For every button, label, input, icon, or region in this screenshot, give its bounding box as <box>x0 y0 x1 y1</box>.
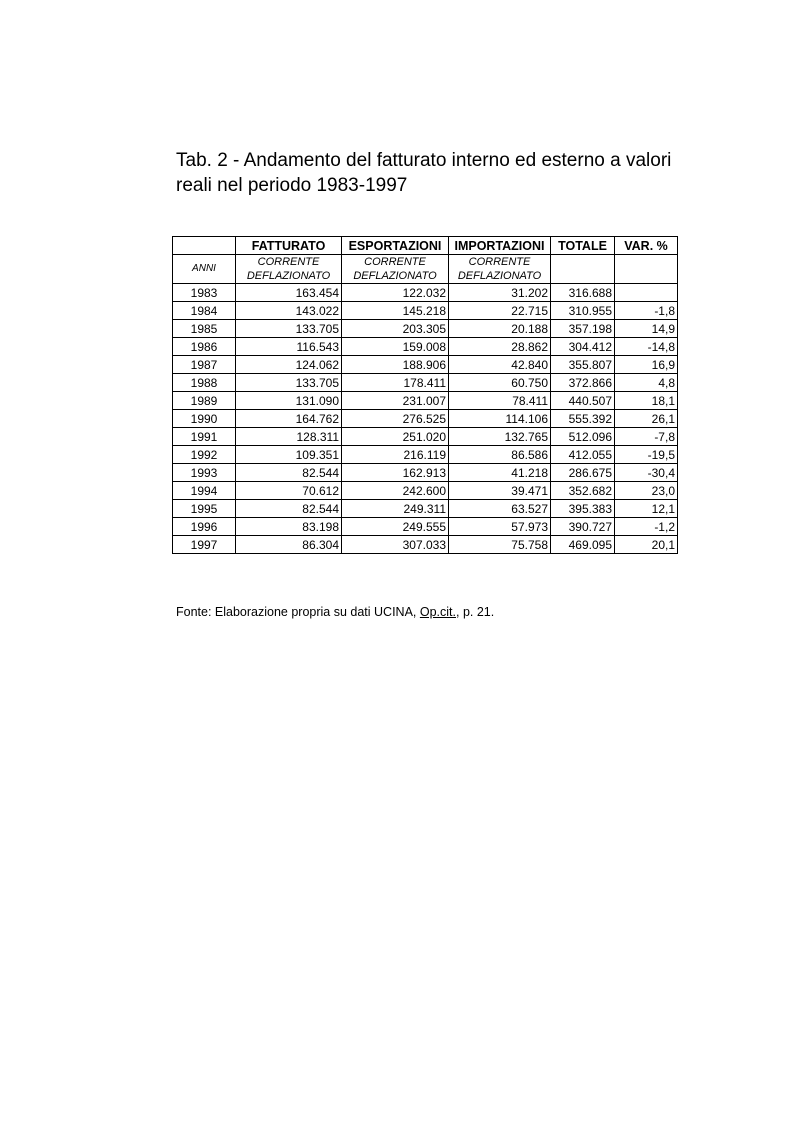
header-row <box>173 237 678 255</box>
table-row <box>173 356 678 374</box>
table-row <box>173 446 678 464</box>
cell-esportazioni: 159.008 <box>342 338 449 356</box>
cell-fatturato: 164.762 <box>236 410 342 428</box>
cell-fatturato: 82.544 <box>236 500 342 518</box>
cell-totale: 469.095 <box>551 536 615 554</box>
cell-var: -1,2 <box>615 518 678 536</box>
data-table <box>172 236 678 554</box>
header-year <box>173 237 236 255</box>
subheader-importazioni-1: CORRENTE <box>449 255 551 270</box>
table-title: Tab. 2 - Andamento del fatturato interno ed esterno a valori reali nel periodo 1983-1997 <box>176 150 672 196</box>
cell-year: 1992 <box>173 446 236 464</box>
cell-esportazioni: 249.311 <box>342 500 449 518</box>
cell-totale: 310.955 <box>551 302 615 320</box>
cell-year: 1984 <box>173 302 236 320</box>
cell-fatturato: 131.090 <box>236 392 342 410</box>
cell-fatturato: 133.705 <box>236 374 342 392</box>
subheader-fatturato-2: DEFLAZIONATO <box>236 269 342 284</box>
source-note <box>176 605 494 619</box>
cell-var: -19,5 <box>615 446 678 464</box>
subheader-row-1 <box>173 255 678 270</box>
cell-var: 16,9 <box>615 356 678 374</box>
table-row <box>173 392 678 410</box>
cell-year: 1990 <box>173 410 236 428</box>
subheader-totale-2 <box>551 269 615 284</box>
cell-year: 1987 <box>173 356 236 374</box>
table-row <box>173 482 678 500</box>
cell-totale: 372.866 <box>551 374 615 392</box>
cell-esportazioni: 122.032 <box>342 284 449 302</box>
cell-totale: 440.507 <box>551 392 615 410</box>
cell-var: -1,8 <box>615 302 678 320</box>
cell-fatturato: 133.705 <box>236 320 342 338</box>
cell-year: 1994 <box>173 482 236 500</box>
cell-importazioni: 42.840 <box>449 356 551 374</box>
table-row <box>173 500 678 518</box>
cell-year: 1985 <box>173 320 236 338</box>
cell-fatturato: 163.454 <box>236 284 342 302</box>
cell-importazioni: 20.188 <box>449 320 551 338</box>
cell-year: 1997 <box>173 536 236 554</box>
cell-year: 1996 <box>173 518 236 536</box>
cell-esportazioni: 203.305 <box>342 320 449 338</box>
cell-esportazioni: 251.020 <box>342 428 449 446</box>
cell-esportazioni: 188.906 <box>342 356 449 374</box>
cell-totale: 352.682 <box>551 482 615 500</box>
table-row <box>173 284 678 302</box>
cell-importazioni: 22.715 <box>449 302 551 320</box>
cell-fatturato: 116.543 <box>236 338 342 356</box>
cell-var: 4,8 <box>615 374 678 392</box>
cell-importazioni: 75.758 <box>449 536 551 554</box>
cell-totale: 512.096 <box>551 428 615 446</box>
cell-importazioni: 41.218 <box>449 464 551 482</box>
source-suffix: , p. 21. <box>456 605 495 619</box>
cell-esportazioni: 307.033 <box>342 536 449 554</box>
cell-var <box>615 284 678 302</box>
cell-importazioni: 63.527 <box>449 500 551 518</box>
source-prefix: Fonte: Elaborazione propria su dati UCINA, <box>176 605 420 619</box>
cell-year: 1991 <box>173 428 236 446</box>
cell-fatturato: 143.022 <box>236 302 342 320</box>
cell-totale: 390.727 <box>551 518 615 536</box>
cell-fatturato: 82.544 <box>236 464 342 482</box>
cell-esportazioni: 178.411 <box>342 374 449 392</box>
table-body <box>173 284 678 554</box>
table-row <box>173 320 678 338</box>
cell-fatturato: 128.311 <box>236 428 342 446</box>
header-totale: TOTALE <box>551 237 615 255</box>
cell-esportazioni: 231.007 <box>342 392 449 410</box>
cell-fatturato: 86.304 <box>236 536 342 554</box>
source-reference: Op.cit. <box>419 605 456 619</box>
subheader-var-1 <box>615 255 678 270</box>
cell-year: 1993 <box>173 464 236 482</box>
cell-esportazioni: 145.218 <box>342 302 449 320</box>
cell-year: 1995 <box>173 500 236 518</box>
cell-importazioni: 31.202 <box>449 284 551 302</box>
header-esportazioni: ESPORTAZIONI <box>342 237 449 255</box>
anni-label: ANNI <box>173 255 236 284</box>
cell-var: 14,9 <box>615 320 678 338</box>
cell-importazioni: 114.106 <box>449 410 551 428</box>
subheader-esportazioni-2: DEFLAZIONATO <box>342 269 449 284</box>
cell-importazioni: 86.586 <box>449 446 551 464</box>
cell-esportazioni: 162.913 <box>342 464 449 482</box>
subheader-importazioni-2: DEFLAZIONATO <box>449 269 551 284</box>
cell-fatturato: 124.062 <box>236 356 342 374</box>
cell-fatturato: 83.198 <box>236 518 342 536</box>
cell-totale: 286.675 <box>551 464 615 482</box>
cell-importazioni: 28.862 <box>449 338 551 356</box>
header-importazioni: IMPORTAZIONI <box>449 237 551 255</box>
cell-var: 18,1 <box>615 392 678 410</box>
cell-var: 20,1 <box>615 536 678 554</box>
cell-totale: 355.807 <box>551 356 615 374</box>
table-row <box>173 338 678 356</box>
cell-var: -14,8 <box>615 338 678 356</box>
cell-year: 1986 <box>173 338 236 356</box>
cell-esportazioni: 276.525 <box>342 410 449 428</box>
cell-importazioni: 132.765 <box>449 428 551 446</box>
cell-importazioni: 78.411 <box>449 392 551 410</box>
cell-year: 1983 <box>173 284 236 302</box>
table-row <box>173 536 678 554</box>
table-row <box>173 464 678 482</box>
cell-fatturato: 109.351 <box>236 446 342 464</box>
table-row <box>173 518 678 536</box>
table-row <box>173 302 678 320</box>
subheader-esportazioni-1: CORRENTE <box>342 255 449 270</box>
cell-totale: 412.055 <box>551 446 615 464</box>
cell-esportazioni: 242.600 <box>342 482 449 500</box>
table-row <box>173 374 678 392</box>
cell-var: -7,8 <box>615 428 678 446</box>
cell-totale: 555.392 <box>551 410 615 428</box>
cell-var: 26,1 <box>615 410 678 428</box>
cell-totale: 304.412 <box>551 338 615 356</box>
header-fatturato: FATTURATO <box>236 237 342 255</box>
cell-totale: 395.383 <box>551 500 615 518</box>
table-row <box>173 428 678 446</box>
cell-totale: 316.688 <box>551 284 615 302</box>
cell-year: 1988 <box>173 374 236 392</box>
table-row <box>173 410 678 428</box>
cell-var: 12,1 <box>615 500 678 518</box>
subheader-totale-1 <box>551 255 615 270</box>
cell-esportazioni: 249.555 <box>342 518 449 536</box>
cell-totale: 357.198 <box>551 320 615 338</box>
subheader-row-2 <box>173 269 678 284</box>
subheader-fatturato-1: CORRENTE <box>236 255 342 270</box>
cell-fatturato: 70.612 <box>236 482 342 500</box>
cell-esportazioni: 216.119 <box>342 446 449 464</box>
cell-importazioni: 60.750 <box>449 374 551 392</box>
cell-importazioni: 57.973 <box>449 518 551 536</box>
cell-year: 1989 <box>173 392 236 410</box>
cell-var: -30,4 <box>615 464 678 482</box>
subheader-var-2 <box>615 269 678 284</box>
cell-importazioni: 39.471 <box>449 482 551 500</box>
header-var: VAR. % <box>615 237 678 255</box>
cell-var: 23,0 <box>615 482 678 500</box>
